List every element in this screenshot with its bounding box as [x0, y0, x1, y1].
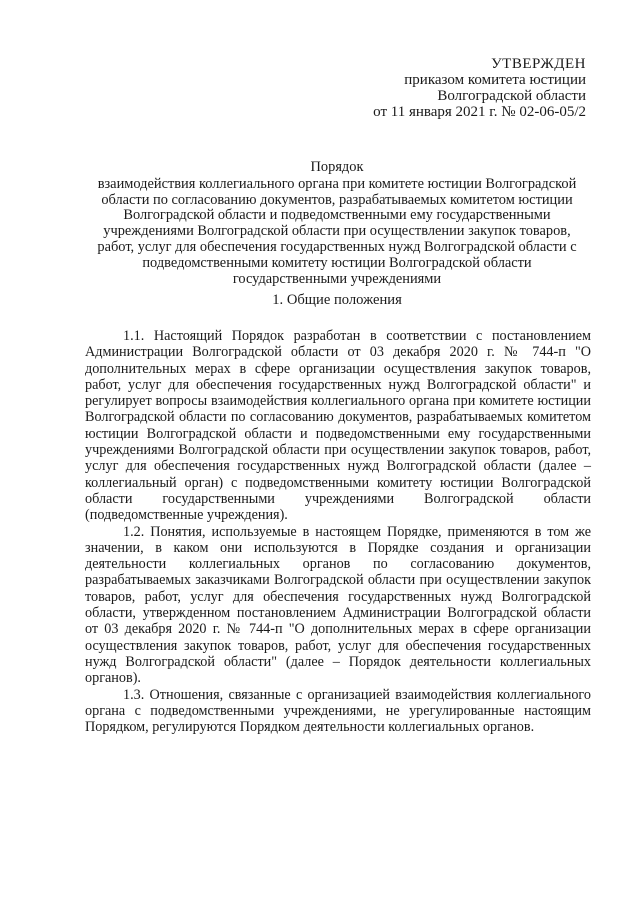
approval-line: приказом комитета юстиции [404, 72, 586, 88]
approval-date-number: от 11 января 2021 г. № 02-06-05/2 [373, 104, 586, 120]
document-title-block [84, 160, 590, 287]
section-body [85, 328, 591, 735]
document-name: Порядок [310, 159, 364, 175]
paragraph-1-1: 1.1. Настоящий Порядок разработан в соответствии с постановлением Администрации Волгоградской области от 03 декабря 2020 г. № 744-п "О дополнительных мерах в сфере организации осуществления закупок товаров, работ, услуг для обеспечения государственных нужд Волгоградской области" и регулирует вопросы взаимодействия коллегиального органа при комитете юстиции Волгоградской области по согласованию документов, разрабатываемых комитетом юстиции Волгоградской области и подведомственными ему государственными учреждениями Волгоградской области при осуществлении закупок товаров, работ, услуг для обеспечения государственных нужд Волгоградской области (далее – коллегиальный орган) с подведомственными комитету юстиции Волгоградской области государственными учреждениями Волгоградской области (подведомственные учреждения). [85, 328, 591, 524]
approval-title: УТВЕРЖДЕН [491, 56, 586, 72]
section-heading: 1. Общие положения [272, 292, 402, 308]
approval-line: Волгоградской области [437, 88, 586, 104]
paragraph-1-3: 1.3. Отношения, связанные с организацией взаимодействия коллегиального органа с подведомственными учреждениями, не урегулированные настоящим Порядком, регулируются Порядком деятельности коллегиальных органов. [85, 686, 591, 736]
paragraph-1-2: 1.2. Понятия, используемые в настоящем Порядке, применяются в том же значении, в каком они используются в Порядке создания и организации деятельности коллегиальных органов по согласованию документов, разрабатываемых заказчиками Волгоградской области при осуществлении закупок товаров, работ, услуг для обеспечения государственных нужд Волгоградской области, утвержденном постановлением Администрации Волгоградской области от 03 декабря 2020 г. № 744-п "О дополнительных мерах в сфере организации осуществления закупок товаров, работ, услуг для обеспечения государственных нужд Волгоградской области" (далее – Порядок деятельности коллегиальных органов). [85, 523, 591, 687]
approval-block [346, 56, 586, 120]
document-subtitle: взаимодействия коллегиального органа при комитете юстиции Волгоградской области по согласованию документов, разрабатываемых комитетом юстиции Волгоградской области и подведомственными ему государственными учреждениями Волгоградской области при осуществлении закупок товаров, работ, услуг для обеспечения государственных нужд Волгоградской области с подведомственными комитету юстиции Волгоградской области государственными учреждениями [97, 175, 577, 287]
